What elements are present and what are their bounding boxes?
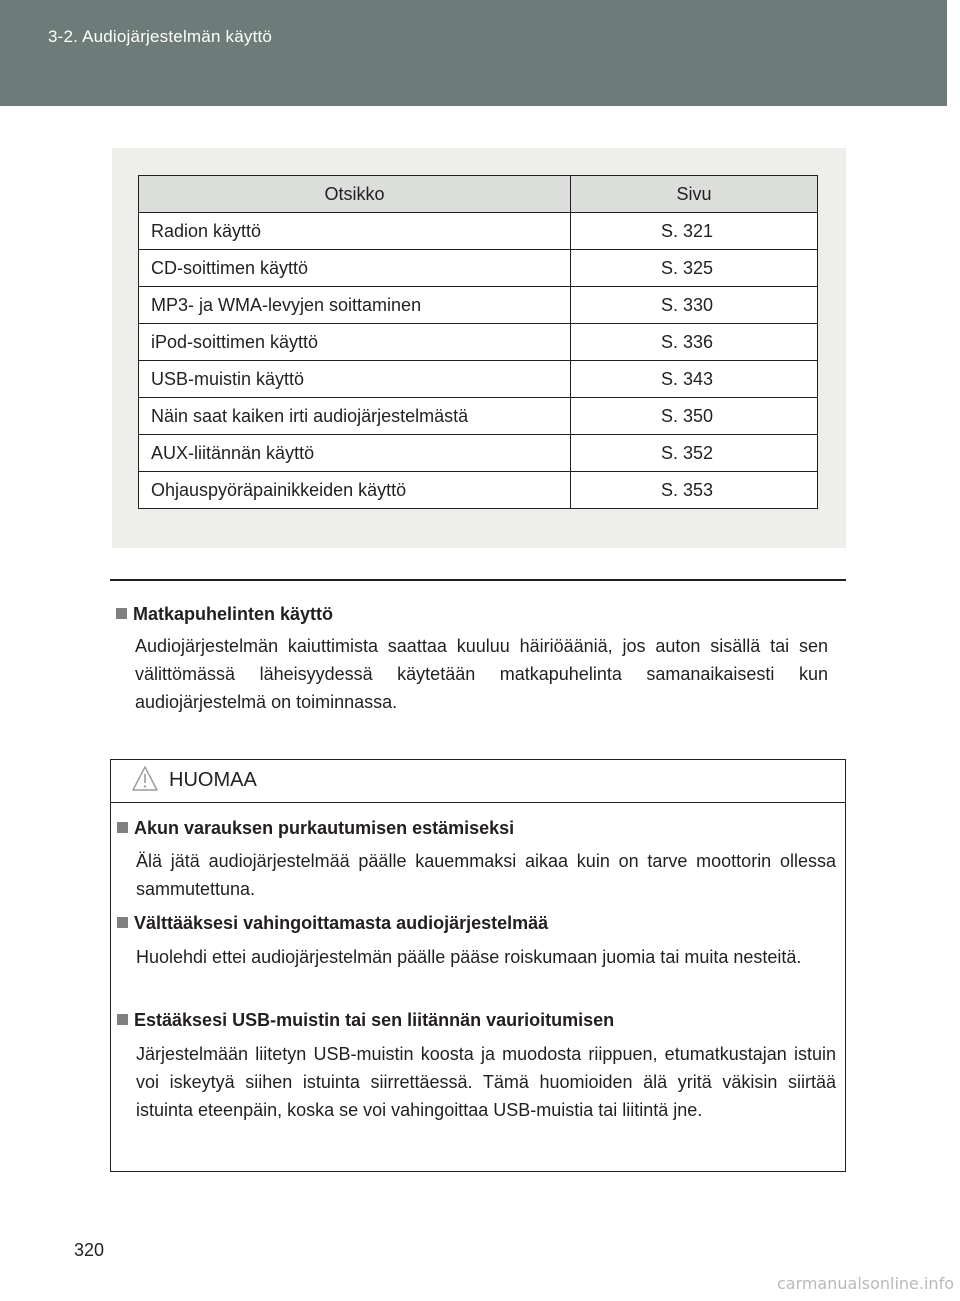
notice-item-heading xyxy=(117,913,548,934)
row-page: S. 321 xyxy=(571,213,818,250)
row-page: S. 325 xyxy=(571,250,818,287)
notice-title: HUOMAA xyxy=(169,769,257,791)
row-page: S. 343 xyxy=(571,361,818,398)
notice-item-heading-text: Akun varauksen purkautumisen estämiseksi xyxy=(134,818,515,838)
column-header-page: Sivu xyxy=(571,176,818,213)
row-page: S. 353 xyxy=(571,472,818,509)
notice-item-heading-text: Välttääksesi vahingoittamasta audiojärjestelmää xyxy=(134,913,549,933)
notice-box xyxy=(110,759,846,1172)
table-row xyxy=(139,472,818,509)
row-title: iPod-soittimen käyttö xyxy=(139,324,571,361)
warning-triangle-icon xyxy=(131,765,159,793)
row-page: S. 330 xyxy=(571,287,818,324)
table-row xyxy=(139,324,818,361)
column-header-title: Otsikko xyxy=(139,176,571,213)
row-title: USB-muistin käyttö xyxy=(139,361,571,398)
square-bullet-icon xyxy=(117,822,128,833)
row-title: Näin saat kaiken irti audiojärjestelmästä xyxy=(139,398,571,435)
table-row xyxy=(139,435,818,472)
section-heading-text: Matkapuhelinten käyttö xyxy=(133,604,334,624)
table-row xyxy=(139,398,818,435)
watermark: carmanualsonline.info xyxy=(776,1274,954,1293)
table-row xyxy=(139,250,818,287)
notice-item-text: Järjestelmään liitetyn USB-muistin koosta ja muodosta riippuen, etumatkustajan istuin voi iskeytyä siihen istuinta siirrettäessä. Tämä huomioiden älä yritä väkisin siirtää istuinta eteenpäin, koska se voi vahingoittaa USB-muistia tai liitintä jne. xyxy=(136,1044,836,1120)
notice-item-text: Huolehdi ettei audiojärjestelmän päälle pääse roiskumaan juomia tai muita nesteitä. xyxy=(136,947,802,967)
table-header-row xyxy=(139,176,818,213)
divider xyxy=(110,579,846,581)
page-number: 320 xyxy=(74,1240,105,1260)
table-row xyxy=(139,287,818,324)
row-title: Ohjauspyöräpainikkeiden käyttö xyxy=(139,472,571,509)
square-bullet-icon xyxy=(117,917,128,928)
notice-item-heading xyxy=(117,818,514,839)
row-page: S. 336 xyxy=(571,324,818,361)
section-title: 3-2. Audiojärjestelmän käyttö xyxy=(48,27,273,46)
table-row xyxy=(139,213,818,250)
square-bullet-icon xyxy=(117,1014,128,1025)
table-row xyxy=(139,361,818,398)
notice-item-heading-text: Estääksesi USB-muistin tai sen liitännän vaurioitumisen xyxy=(134,1010,615,1030)
row-page: S. 352 xyxy=(571,435,818,472)
notice-item-heading xyxy=(117,1010,614,1031)
section-paragraph: Audiojärjestelmän kaiuttimista saattaa kuuluu häiriöääniä, jos auton sisällä tai sen välittömässä läheisyydessä käytetään matkapuhelinta samanaikaisesti kun audiojärjestelmä on toiminnassa. xyxy=(135,636,828,712)
row-title: AUX-liitännän käyttö xyxy=(139,435,571,472)
notice-item-text: Älä jätä audiojärjestelmää päälle kauemmaksi aikaa kuin on tarve moottorin ollessa sammutettuna. xyxy=(136,851,836,899)
toc-table xyxy=(138,175,818,509)
header-bar xyxy=(0,0,947,106)
row-page: S. 350 xyxy=(571,398,818,435)
notice-header xyxy=(111,760,845,803)
section-heading xyxy=(116,604,333,625)
square-bullet-icon xyxy=(116,608,127,619)
row-title: MP3- ja WMA-levyjen soittaminen xyxy=(139,287,571,324)
row-title: Radion käyttö xyxy=(139,213,571,250)
row-title: CD-soittimen käyttö xyxy=(139,250,571,287)
